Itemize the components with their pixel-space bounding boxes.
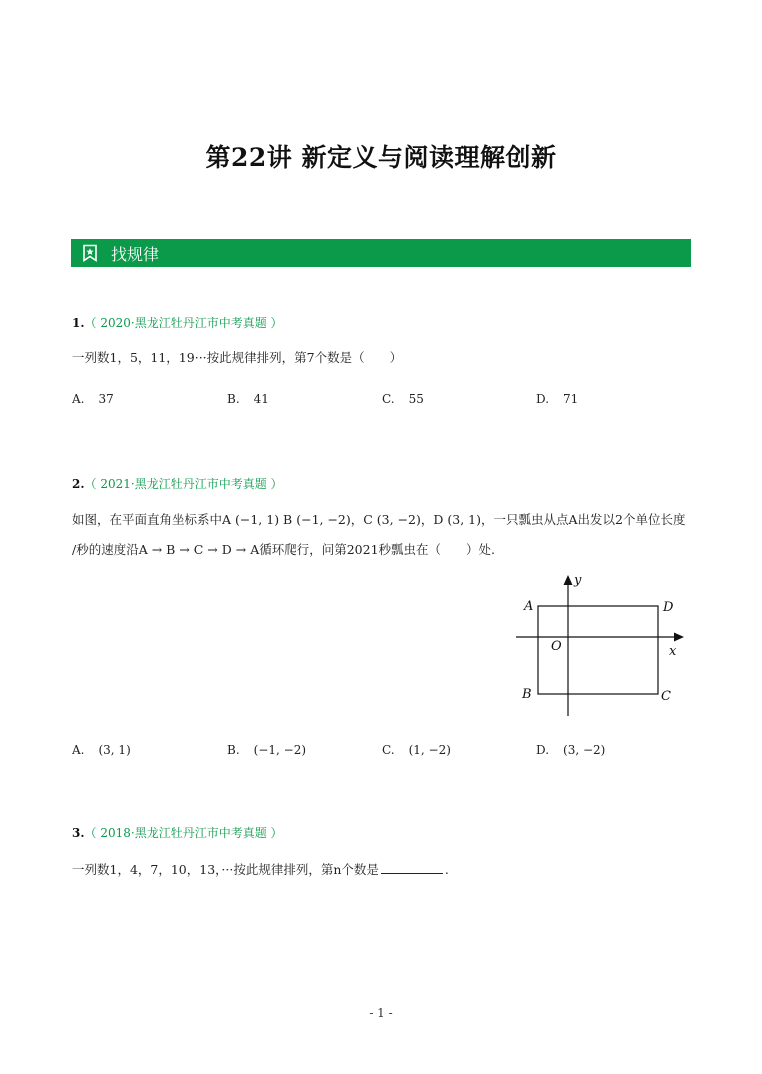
x-axis-arrow xyxy=(674,633,684,642)
page-number: - 1 - xyxy=(369,1006,393,1020)
option-c: C. 55 xyxy=(382,392,424,406)
point-d-label: D xyxy=(663,600,674,615)
option-d: D. 71 xyxy=(536,392,579,406)
bookmark-star-icon xyxy=(81,244,99,262)
page-title: 第22讲 新定义与阅读理解创新 xyxy=(205,143,557,172)
option-c: C. (1, −2) xyxy=(382,743,451,757)
question-number: 3. xyxy=(72,826,85,840)
answer-blank[interactable] xyxy=(381,861,443,874)
option-a: A. (3, 1) xyxy=(72,743,131,757)
option-d: D. (3, −2) xyxy=(536,743,606,757)
question-number: 2. xyxy=(72,477,85,491)
question-3-header xyxy=(72,824,283,841)
point-a-label: A xyxy=(524,599,534,614)
section-header xyxy=(71,239,691,267)
question-2-header xyxy=(72,475,283,492)
option-b: B. (−1, −2) xyxy=(227,743,307,757)
section-label: 找规律 xyxy=(111,244,160,264)
question-source: （ 2021·黑龙江牡丹江市中考真题 ） xyxy=(84,477,283,491)
point-c-label: C xyxy=(661,689,671,704)
question-source: （ 2020·黑龙江牡丹江市中考真题 ） xyxy=(84,316,283,330)
option-b: B. 41 xyxy=(227,392,269,406)
point-b-label: B xyxy=(522,687,532,702)
question-2-text-line1: 如图，在平面直角坐标系中A (−1, 1) B (−1, −2)，C (3, −2)，D (3, 1)，一只瓢虫从点A出发以2个单位长度 xyxy=(72,512,686,527)
y-axis-label: y xyxy=(574,573,582,588)
question-1-text: 一列数1，5，11，19···按此规律排列，第7个数是（ ） xyxy=(72,350,403,365)
question-1-header xyxy=(72,314,283,331)
coordinate-diagram xyxy=(510,568,690,720)
origin-label: O xyxy=(551,639,562,654)
y-axis-arrow xyxy=(564,575,573,585)
question-number: 1. xyxy=(72,316,85,330)
question-3-text: 一列数1，4，7，10，13，···按此规律排列，第n个数是 . xyxy=(72,862,449,877)
question-2-text-line2: /秒的速度沿A → B → C → D → A循环爬行，问第2021秒瓢虫在（ ）处. xyxy=(72,542,496,557)
x-axis-label: x xyxy=(669,644,677,659)
option-a: A. 37 xyxy=(72,392,114,406)
question-source: （ 2018·黑龙江牡丹江市中考真题 ） xyxy=(84,826,283,840)
